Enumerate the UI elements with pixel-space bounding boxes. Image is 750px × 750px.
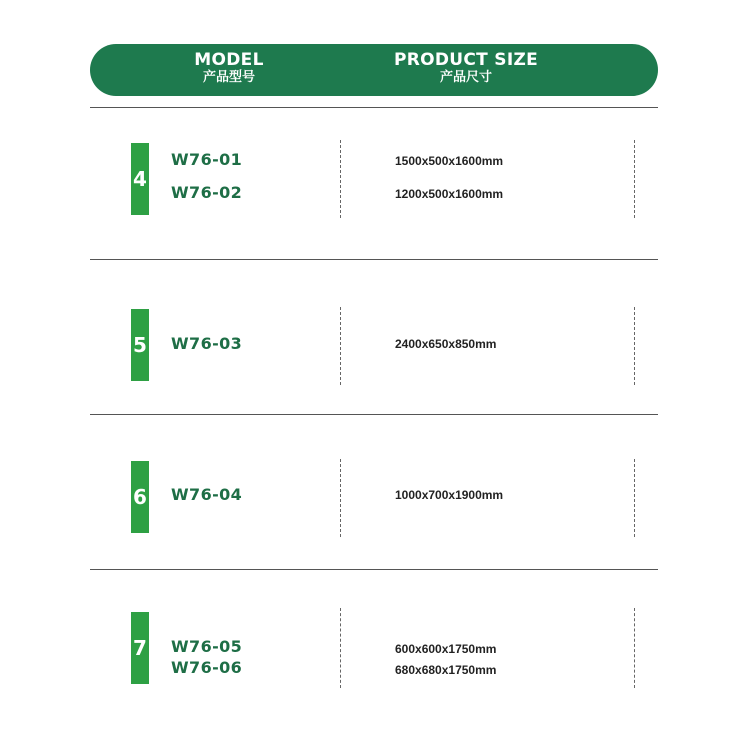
row-number-badge: 6	[131, 461, 149, 533]
size-header-cn: 产品尺寸	[439, 70, 492, 85]
product-size: 680x680x1750mm	[395, 663, 497, 677]
column-divider	[634, 307, 635, 385]
model-code: W76-02	[171, 183, 243, 202]
model-list	[171, 150, 242, 216]
size-list	[395, 639, 496, 681]
model-code: W76-01	[171, 150, 243, 169]
table-row	[90, 459, 658, 537]
model-code: W76-04	[171, 485, 243, 504]
size-list	[395, 488, 503, 502]
product-size: 2400x650x850mm	[395, 337, 497, 351]
column-divider	[634, 608, 635, 688]
column-divider	[340, 307, 341, 385]
column-divider	[340, 459, 341, 537]
size-column-header	[366, 50, 566, 86]
row-divider	[90, 569, 658, 570]
table-row	[90, 608, 658, 688]
model-list	[171, 334, 242, 354]
row-number-badge: 5	[131, 309, 149, 381]
model-column-header	[178, 50, 280, 86]
model-header-cn: 产品型号	[202, 70, 255, 85]
model-list	[171, 485, 242, 505]
table-header	[90, 44, 658, 96]
product-size: 1000x700x1900mm	[395, 488, 504, 502]
model-code: W76-05	[171, 637, 243, 656]
row-number-badge: 7	[131, 612, 149, 684]
model-code: W76-06	[171, 658, 243, 677]
row-number-badge: 4	[131, 143, 149, 215]
model-header-en: MODEL	[194, 50, 264, 70]
row-divider	[90, 107, 658, 108]
column-divider	[340, 608, 341, 688]
column-divider	[634, 140, 635, 218]
row-divider	[90, 414, 658, 415]
model-list	[171, 636, 242, 678]
size-list	[395, 153, 503, 219]
column-divider	[340, 140, 341, 218]
product-size: 600x600x1750mm	[395, 642, 497, 656]
model-code: W76-03	[171, 334, 243, 353]
size-list	[395, 337, 496, 351]
table-row	[90, 307, 658, 385]
product-size: 1200x500x1600mm	[395, 187, 504, 201]
product-size: 1500x500x1600mm	[395, 154, 504, 168]
table-row	[90, 140, 658, 218]
row-divider	[90, 259, 658, 260]
column-divider	[634, 459, 635, 537]
size-header-en: PRODUCT SIZE	[393, 50, 539, 70]
